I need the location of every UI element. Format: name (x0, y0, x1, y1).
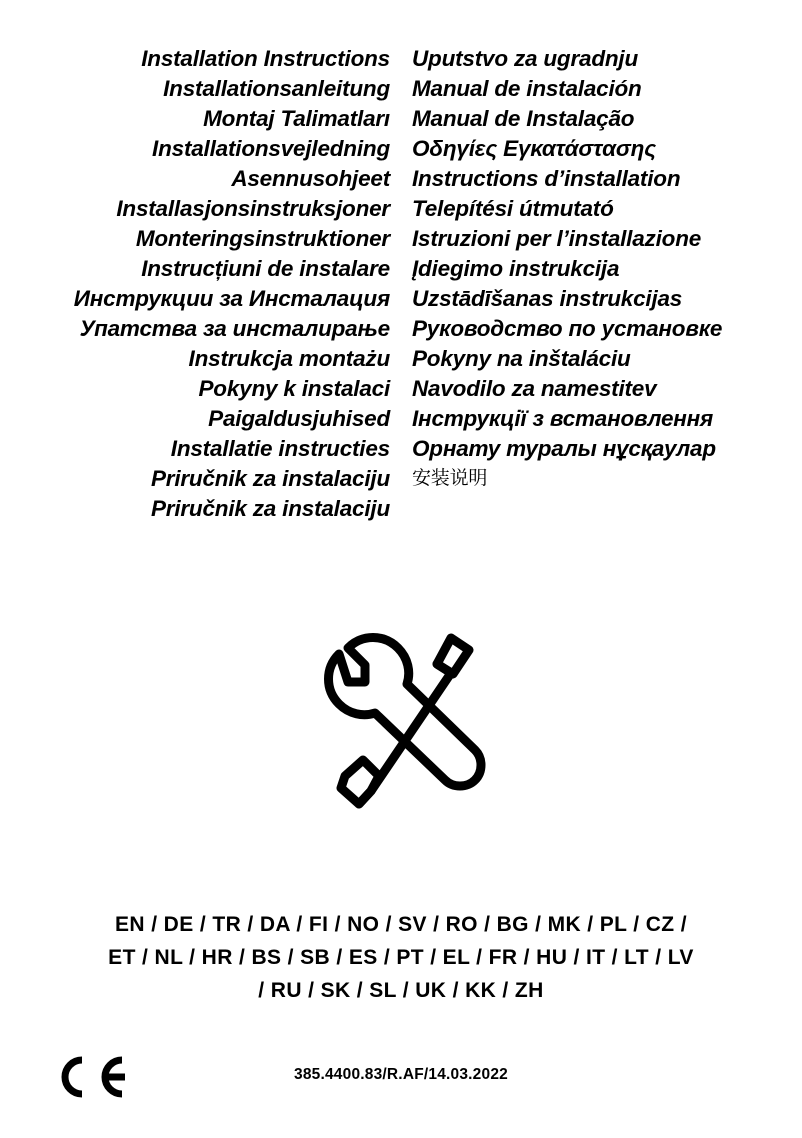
title-line: Pokyny k instalaci (198, 376, 390, 401)
title-line: Uputstvo za ugradnju (412, 46, 638, 71)
document-code: 385.4400.83/R.AF/14.03.2022 (294, 1066, 508, 1083)
title-line: Navodilo za namestitev (412, 376, 657, 401)
title-line: Paigaldusjuhised (208, 406, 390, 431)
title-line: Інструкції з встановлення (412, 406, 714, 431)
title-line: Manual de instalación (412, 76, 642, 101)
title-line: Montaj Talimatları (203, 106, 390, 131)
title-line: Орнату туралы нұсқаулар (412, 436, 716, 461)
title-language-columns (0, 44, 802, 524)
title-line: Uzstādīšanas instrukcijas (412, 286, 683, 311)
title-line: Instructions d’installation (412, 166, 681, 191)
title-line: Руководство по установке (412, 316, 723, 341)
title-column-right (401, 44, 791, 524)
tools-illustration (0, 628, 802, 818)
title-line: Instrucțiuni de instalare (141, 256, 390, 281)
title-line: 安装说明 (412, 468, 488, 489)
title-line: Įdiegimo instrukcija (412, 256, 620, 281)
page-footer (0, 1048, 802, 1118)
title-line: Installatie instructies (170, 436, 390, 461)
title-line: Инструкции за Инсталация (73, 286, 390, 311)
title-column-left (11, 44, 401, 524)
language-code-row: ET / NL / HR / BS / SB / ES / PT / EL / FR / HU / IT / LT / LV (108, 946, 694, 969)
title-line: Pokyny na inštaláciu (412, 346, 631, 371)
title-line: Installasjonsinstruksjoner (116, 196, 390, 221)
title-line: Priručnik za instalaciju (150, 466, 390, 491)
title-line: Asennusohjeet (231, 166, 390, 191)
title-line: Installation Instructions (141, 46, 390, 71)
title-line: Instrukcja montażu (188, 346, 390, 371)
title-line: Istruzioni per l’installazione (412, 226, 702, 251)
language-code-list (0, 908, 802, 1007)
title-line: Installationsvejledning (152, 136, 390, 161)
title-line: Telepítési útmutató (412, 196, 614, 221)
title-line: Упатства за инсталирање (79, 316, 390, 341)
wrench-and-screwdriver-icon (301, 628, 501, 818)
title-line: Monteringsinstruktioner (135, 226, 390, 251)
title-line: Οδηγίες Εγκατάστασης (412, 136, 656, 161)
title-line: Manual de Instalação (412, 106, 635, 131)
language-code-row: / RU / SK / SL / UK / KK / ZH (258, 979, 544, 1002)
title-line: Installationsanleitung (163, 76, 390, 101)
language-code-row: EN / DE / TR / DA / FI / NO / SV / RO / BG / MK / PL / CZ / (115, 913, 687, 936)
title-line: Priručnik za instalaciju (150, 496, 390, 521)
